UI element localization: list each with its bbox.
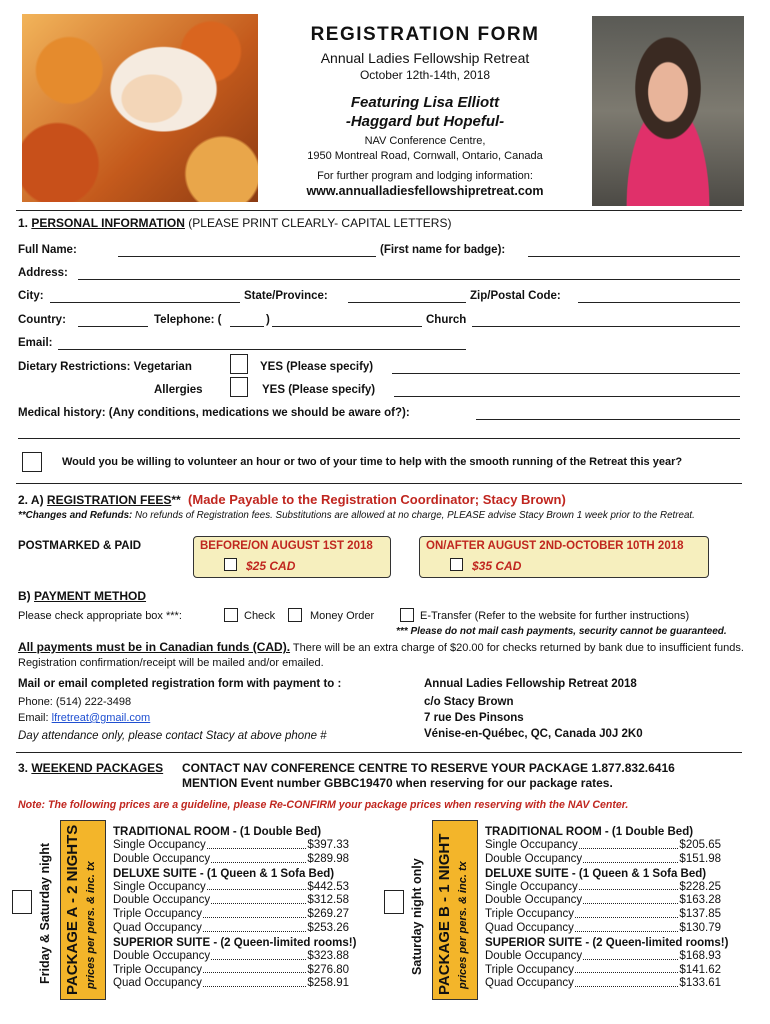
dot-leader [579, 881, 679, 891]
price-row [113, 977, 349, 991]
room-type-title: SUPERIOR SUITE - (2 Queen-limited rooms!) [113, 936, 357, 949]
occupancy-price: $442.53 [307, 880, 349, 893]
badge-name-field[interactable] [528, 256, 740, 257]
occupancy-price: $258.91 [307, 977, 349, 990]
occupancy-price: $269.27 [307, 908, 349, 921]
occupancy-price: $289.98 [307, 852, 349, 865]
venue-address: 1950 Montreal Road, Cornwall, Ontario, Canada [307, 150, 543, 162]
price-row [113, 853, 349, 867]
occupancy-price: $205.65 [679, 839, 721, 851]
changes-text: No refunds of Registration fees. Substitutions are allowed at no charge, PLEASE advise Stacy Brown 1 week prior to the Retreat. [135, 510, 695, 521]
occupancy-label: Triple Occupancy [485, 963, 575, 976]
recipient-name: c/o Stacy Brown [424, 696, 514, 708]
price-row [485, 964, 721, 978]
occupancy-label: Double Occupancy [113, 949, 211, 962]
occupancy-label: Double Occupancy [113, 894, 211, 907]
occupancy-price: $312.58 [307, 894, 349, 907]
occupancy-label: Double Occupancy [485, 949, 583, 962]
dot-leader [583, 853, 678, 863]
package-a-prices [113, 825, 357, 991]
price-row [485, 950, 721, 964]
payable-to: (Made Payable to the Registration Coordinator; Stacy Brown) [188, 492, 566, 507]
occupancy-price: $133.61 [679, 977, 721, 990]
occupancy-label: Double Occupancy [485, 894, 583, 907]
occupancy-price: $276.80 [307, 963, 349, 976]
dot-leader [207, 881, 307, 891]
telephone-label: Telephone: ( [154, 314, 222, 326]
allergies-label: Allergies [154, 384, 203, 396]
dot-leader [203, 964, 306, 974]
occupancy-label: Quad Occupancy [113, 921, 202, 934]
early-fee-label: BEFORE/ON AUGUST 1ST 2018 [200, 540, 373, 552]
day-attendance-note: Day attendance only, please contact Stacy at above phone # [18, 730, 327, 742]
email-link[interactable]: lfretreat@gmail.com [51, 712, 151, 724]
occupancy-label: Quad Occupancy [485, 921, 574, 934]
postmarked-label: POSTMARKED & PAID [18, 540, 142, 552]
full-name-field[interactable] [118, 256, 376, 257]
etransfer-label: E-Transfer (Refer to the website for further instructions) [420, 610, 690, 622]
mail-instruction: Mail or email completed registration form with payment to : [18, 678, 342, 690]
info-text: For further program and lodging information: [317, 170, 533, 182]
changes-refunds [18, 510, 695, 521]
check-checkbox[interactable] [224, 608, 238, 622]
nav-contact-line2: MENTION Event number GBBC19470 when reserving for our package rates. [182, 776, 613, 790]
room-type-title: SUPERIOR SUITE - (2 Queen-limited rooms!) [485, 936, 729, 949]
late-fee-label: ON/AFTER AUGUST 2ND-OCTOBER 10TH 2018 [426, 540, 684, 552]
section2-heading [18, 492, 566, 507]
section-note: (PLEASE PRINT CLEARLY- CAPITAL LETTERS) [188, 216, 452, 230]
price-row [485, 922, 721, 936]
occupancy-price: $323.88 [307, 949, 349, 962]
occupancy-label: Double Occupancy [485, 852, 583, 865]
price-row [485, 853, 721, 867]
dot-leader [575, 922, 679, 932]
occupancy-label: Quad Occupancy [485, 977, 574, 990]
occupancy-price: $130.79 [679, 921, 721, 934]
event-name: Annual Ladies Fellowship Retreat [320, 50, 530, 66]
contact-phone: Phone: (514) 222-3498 [18, 696, 132, 708]
early-fee-checkbox[interactable] [224, 558, 237, 571]
section-number: B) [18, 589, 31, 603]
changes-label: **Changes and Refunds: [18, 510, 133, 521]
dot-leader [203, 908, 306, 918]
payment-method-heading [18, 589, 146, 603]
section-number: 1. [18, 216, 29, 230]
venue-name: NAV Conference Centre, [364, 135, 486, 147]
occupancy-label: Single Occupancy [485, 839, 578, 851]
featuring [260, 93, 590, 131]
dietary-label: Dietary Restrictions: Vegetarian [18, 361, 192, 373]
featuring-speaker: Featuring Lisa Elliott [350, 94, 500, 111]
occupancy-label: Single Occupancy [485, 880, 578, 893]
price-row [485, 908, 721, 922]
dot-leader [583, 950, 678, 960]
occupancy-price: $228.25 [679, 880, 721, 893]
etransfer-checkbox[interactable] [400, 608, 414, 622]
early-fee-box [193, 536, 391, 578]
venue [260, 134, 590, 164]
cad-notice [18, 640, 744, 671]
price-row [485, 839, 721, 853]
section-title: PERSONAL INFORMATION [31, 216, 185, 230]
dot-leader [211, 894, 306, 904]
woman-autumn-photo [22, 14, 258, 202]
address-field[interactable] [78, 279, 740, 280]
vegetarian-yes-label: YES (Please specify) [260, 361, 374, 373]
telephone-field[interactable] [272, 326, 422, 327]
nav-contact [182, 761, 675, 791]
website-link[interactable]: www.annualladiesfellowshipretreat.com [306, 184, 544, 198]
medical-label: Medical history: (Any conditions, medications we should be aware of?): [18, 407, 410, 419]
early-fee-price: $25 CAD [246, 559, 296, 573]
medical-field[interactable] [476, 419, 740, 420]
state-label: State/Province: [244, 290, 328, 302]
occupancy-price: $168.93 [679, 949, 721, 962]
check-box-instruction: Please check appropriate box ***: [18, 610, 182, 622]
dot-leader [575, 908, 678, 918]
occupancy-price: $151.98 [679, 852, 721, 865]
occupancy-price: $397.33 [307, 839, 349, 851]
address-label: Address: [18, 267, 68, 279]
section-number: 3. [18, 761, 29, 775]
section-number: 2. A) [18, 493, 44, 507]
section3-heading [18, 761, 163, 775]
room-type-title: TRADITIONAL ROOM - (1 Double Bed) [113, 826, 322, 838]
city-field[interactable] [50, 302, 240, 303]
room-type-title: TRADITIONAL ROOM - (1 Double Bed) [485, 826, 694, 838]
divider [16, 483, 742, 484]
section1-heading [18, 216, 451, 230]
zip-label: Zip/Postal Code: [470, 290, 561, 302]
dot-leader [211, 853, 306, 863]
package-a-nights-label: Friday & Saturday night [38, 843, 52, 984]
occupancy-label: Single Occupancy [113, 839, 206, 851]
divider [16, 752, 742, 753]
price-row [113, 894, 349, 908]
allergies-specify-field[interactable] [394, 396, 740, 397]
package-b-title: PACKAGE B - 1 NIGHT [436, 833, 453, 995]
dot-leader [579, 839, 679, 849]
package-b-band [432, 820, 478, 1000]
package-b-nights-label: Saturday night only [410, 858, 424, 975]
occupancy-label: Double Occupancy [113, 852, 211, 865]
price-note: Note: The following prices are a guideline, please Re-CONFIRM your package prices when reserving with the NAV Center. [18, 799, 629, 811]
room-type-title: DELUXE SUITE - (1 Queen & 1 Sofa Bed) [485, 867, 707, 880]
country-label: Country: [18, 314, 66, 326]
occupancy-label: Triple Occupancy [113, 963, 203, 976]
package-b-prices [485, 825, 729, 991]
occupancy-label: Quad Occupancy [113, 977, 202, 990]
event-dates: October 12th-14th, 2018 [359, 68, 491, 82]
allergies-yes-label: YES (Please specify) [262, 384, 376, 396]
allergies-checkbox[interactable] [230, 377, 248, 397]
zip-field[interactable] [578, 302, 740, 303]
occupancy-price: $163.28 [679, 894, 721, 907]
telephone-close: ) [266, 314, 270, 326]
dot-leader [203, 977, 307, 987]
email-label: Email: [18, 337, 53, 349]
money-order-label: Money Order [310, 610, 375, 622]
recipient-title: Annual Ladies Fellowship Retreat 2018 [424, 678, 637, 690]
city-label: City: [18, 290, 44, 302]
cad-text: There will be an extra charge of $20.00 for checks returned by bank due to insufficient funds. Registration confirmation/receipt will be mailed and/or emailed. [18, 642, 744, 669]
late-fee-price: $35 CAD [472, 559, 522, 573]
vegetarian-specify-field[interactable] [392, 373, 740, 374]
price-row [113, 839, 349, 853]
email-prefix: Email: [18, 712, 49, 724]
church-field[interactable] [472, 326, 740, 327]
money-order-checkbox[interactable] [288, 608, 302, 622]
occupancy-price: $141.62 [679, 963, 721, 976]
no-cash-note: *** Please do not mail cash payments, security cannot be guaranteed. [396, 626, 727, 637]
volunteer-question: Would you be willing to volunteer an hour or two of your time to help with the smooth running of the Retreat this year? [62, 456, 683, 468]
speaker-photo [592, 16, 744, 206]
dot-leader [203, 922, 307, 932]
country-field[interactable] [78, 326, 148, 327]
price-row [113, 964, 349, 978]
room-type-title: DELUXE SUITE - (1 Queen & 1 Sofa Bed) [113, 867, 335, 880]
stars: ** [171, 493, 181, 507]
divider [16, 210, 742, 211]
late-fee-box [419, 536, 709, 578]
recipient-street: 7 rue Des Pinsons [424, 712, 524, 724]
price-row [113, 922, 349, 936]
occupancy-label: Triple Occupancy [113, 908, 203, 921]
volunteer-checkbox[interactable] [22, 452, 42, 472]
dot-leader [575, 977, 679, 987]
price-row [485, 977, 721, 991]
package-a-title: PACKAGE A - 2 NIGHTS [64, 824, 81, 995]
church-label: Church [426, 314, 467, 326]
occupancy-label: Triple Occupancy [485, 908, 575, 921]
retreat-theme: -Haggard but Hopeful- [345, 113, 505, 130]
package-b-checkbox[interactable] [384, 890, 404, 914]
nav-contact-line1: CONTACT NAV CONFERENCE CENTRE TO RESERVE YOUR PACKAGE 1.877.832.6416 [182, 761, 675, 775]
price-row [113, 881, 349, 895]
area-code-field[interactable] [230, 326, 264, 327]
medical-field-line2[interactable] [18, 438, 740, 439]
state-field[interactable] [348, 302, 466, 303]
late-fee-checkbox[interactable] [450, 558, 463, 571]
package-a-subtitle: prices per pers. & inc. tx [85, 861, 97, 989]
check-label: Check [244, 610, 276, 622]
contact-email [18, 712, 150, 724]
cad-bold: All payments must be in Canadian funds (CAD). [18, 640, 291, 654]
dot-leader [207, 839, 307, 849]
package-a-band [60, 820, 106, 1000]
package-b-subtitle: prices per pers. & inc. tx [457, 861, 469, 989]
price-row [113, 950, 349, 964]
badge-name-label: (First name for badge): [380, 244, 506, 256]
dot-leader [583, 894, 678, 904]
price-row [113, 908, 349, 922]
form-title: REGISTRATION FORM [310, 24, 540, 45]
recipient-city: Vénise-en-Québec, QC, Canada J0J 2K0 [424, 728, 643, 740]
full-name-label: Full Name: [18, 244, 77, 256]
vegetarian-checkbox[interactable] [230, 354, 248, 374]
dot-leader [575, 964, 678, 974]
section-title: REGISTRATION FEES [46, 493, 172, 507]
package-a-checkbox[interactable] [12, 890, 32, 914]
occupancy-price: $253.26 [307, 921, 349, 934]
email-field[interactable] [58, 349, 466, 350]
section-title: PAYMENT METHOD [34, 589, 147, 603]
section-title: WEEKEND PACKAGES [31, 761, 164, 775]
price-row [485, 881, 721, 895]
price-row [485, 894, 721, 908]
dot-leader [211, 950, 306, 960]
occupancy-label: Single Occupancy [113, 880, 206, 893]
occupancy-price: $137.85 [679, 908, 721, 921]
